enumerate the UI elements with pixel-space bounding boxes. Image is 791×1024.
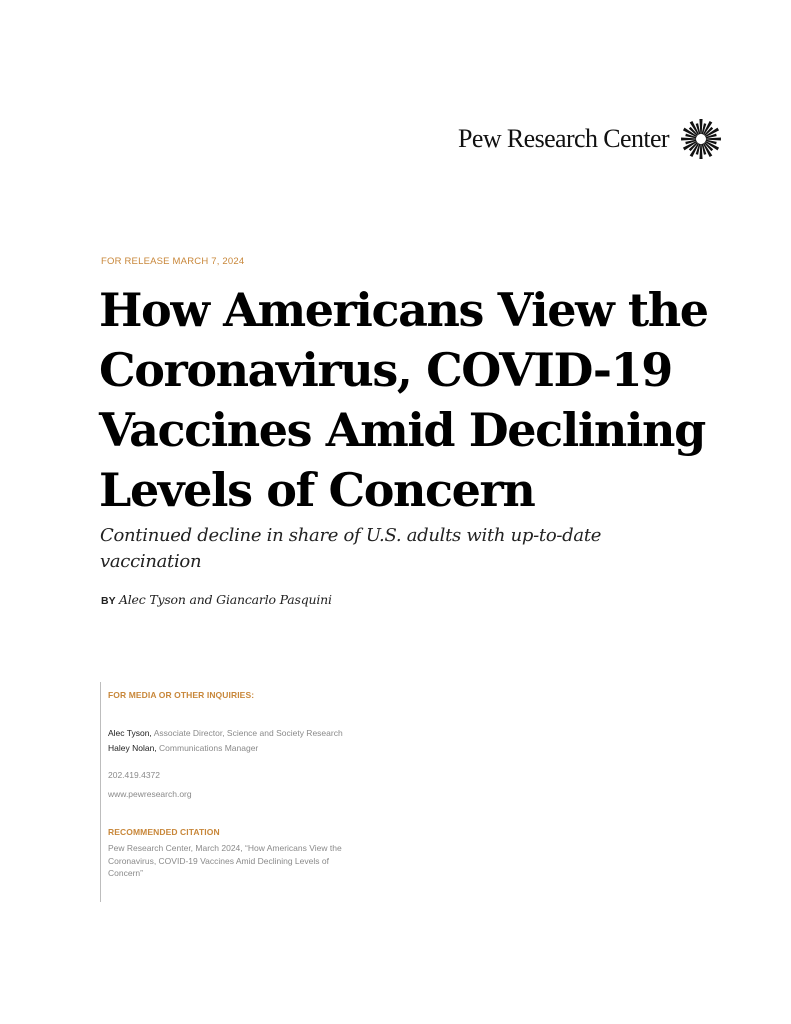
logo-ray — [681, 137, 696, 140]
contact-box — [100, 682, 401, 902]
contact-name: Alec Tyson, — [108, 728, 152, 738]
contact-phone: 202.419.4372 — [108, 770, 160, 780]
citation-line: Coronavirus, COVID-19 Vaccines Amid Declining Levels of — [108, 855, 329, 866]
page-title: How Americans View the Coronavirus, COVID-19 Vaccines Amid Declining Levels of Concern — [99, 283, 708, 517]
contact-website[interactable]: www.pewresearch.org — [108, 789, 192, 799]
byline-authors: Alec Tyson and Giancarlo Pasquini — [118, 592, 332, 607]
byline — [101, 592, 332, 607]
citation-text — [108, 842, 398, 880]
contact-role: Associate Director, Science and Society Research — [153, 728, 343, 738]
logo-ray — [699, 144, 702, 159]
pew-logo — [458, 117, 723, 161]
citation-heading: RECOMMENDED CITATION — [108, 827, 220, 837]
citation-line: Concern” — [108, 868, 143, 878]
contact-person — [108, 726, 398, 740]
contact-role: Communications Manager — [159, 743, 259, 753]
byline-prefix: BY — [101, 595, 116, 607]
contact-person — [108, 741, 398, 755]
logo-ray — [699, 119, 702, 134]
media-inquiries-heading: FOR MEDIA OR OTHER INQUIRIES: — [108, 690, 255, 700]
citation-line: Pew Research Center, March 2024, “How Americans View the — [108, 843, 342, 853]
release-date: FOR RELEASE MARCH 7, 2024 — [101, 256, 245, 267]
contact-name: Haley Nolan, — [108, 743, 157, 753]
pew-sunburst-icon — [679, 117, 723, 161]
subtitle: Continued decline in share of U.S. adults with up-to-date vaccination — [100, 525, 602, 572]
logo-ray — [706, 137, 721, 140]
logo-text: Pew Research Center — [458, 124, 669, 153]
